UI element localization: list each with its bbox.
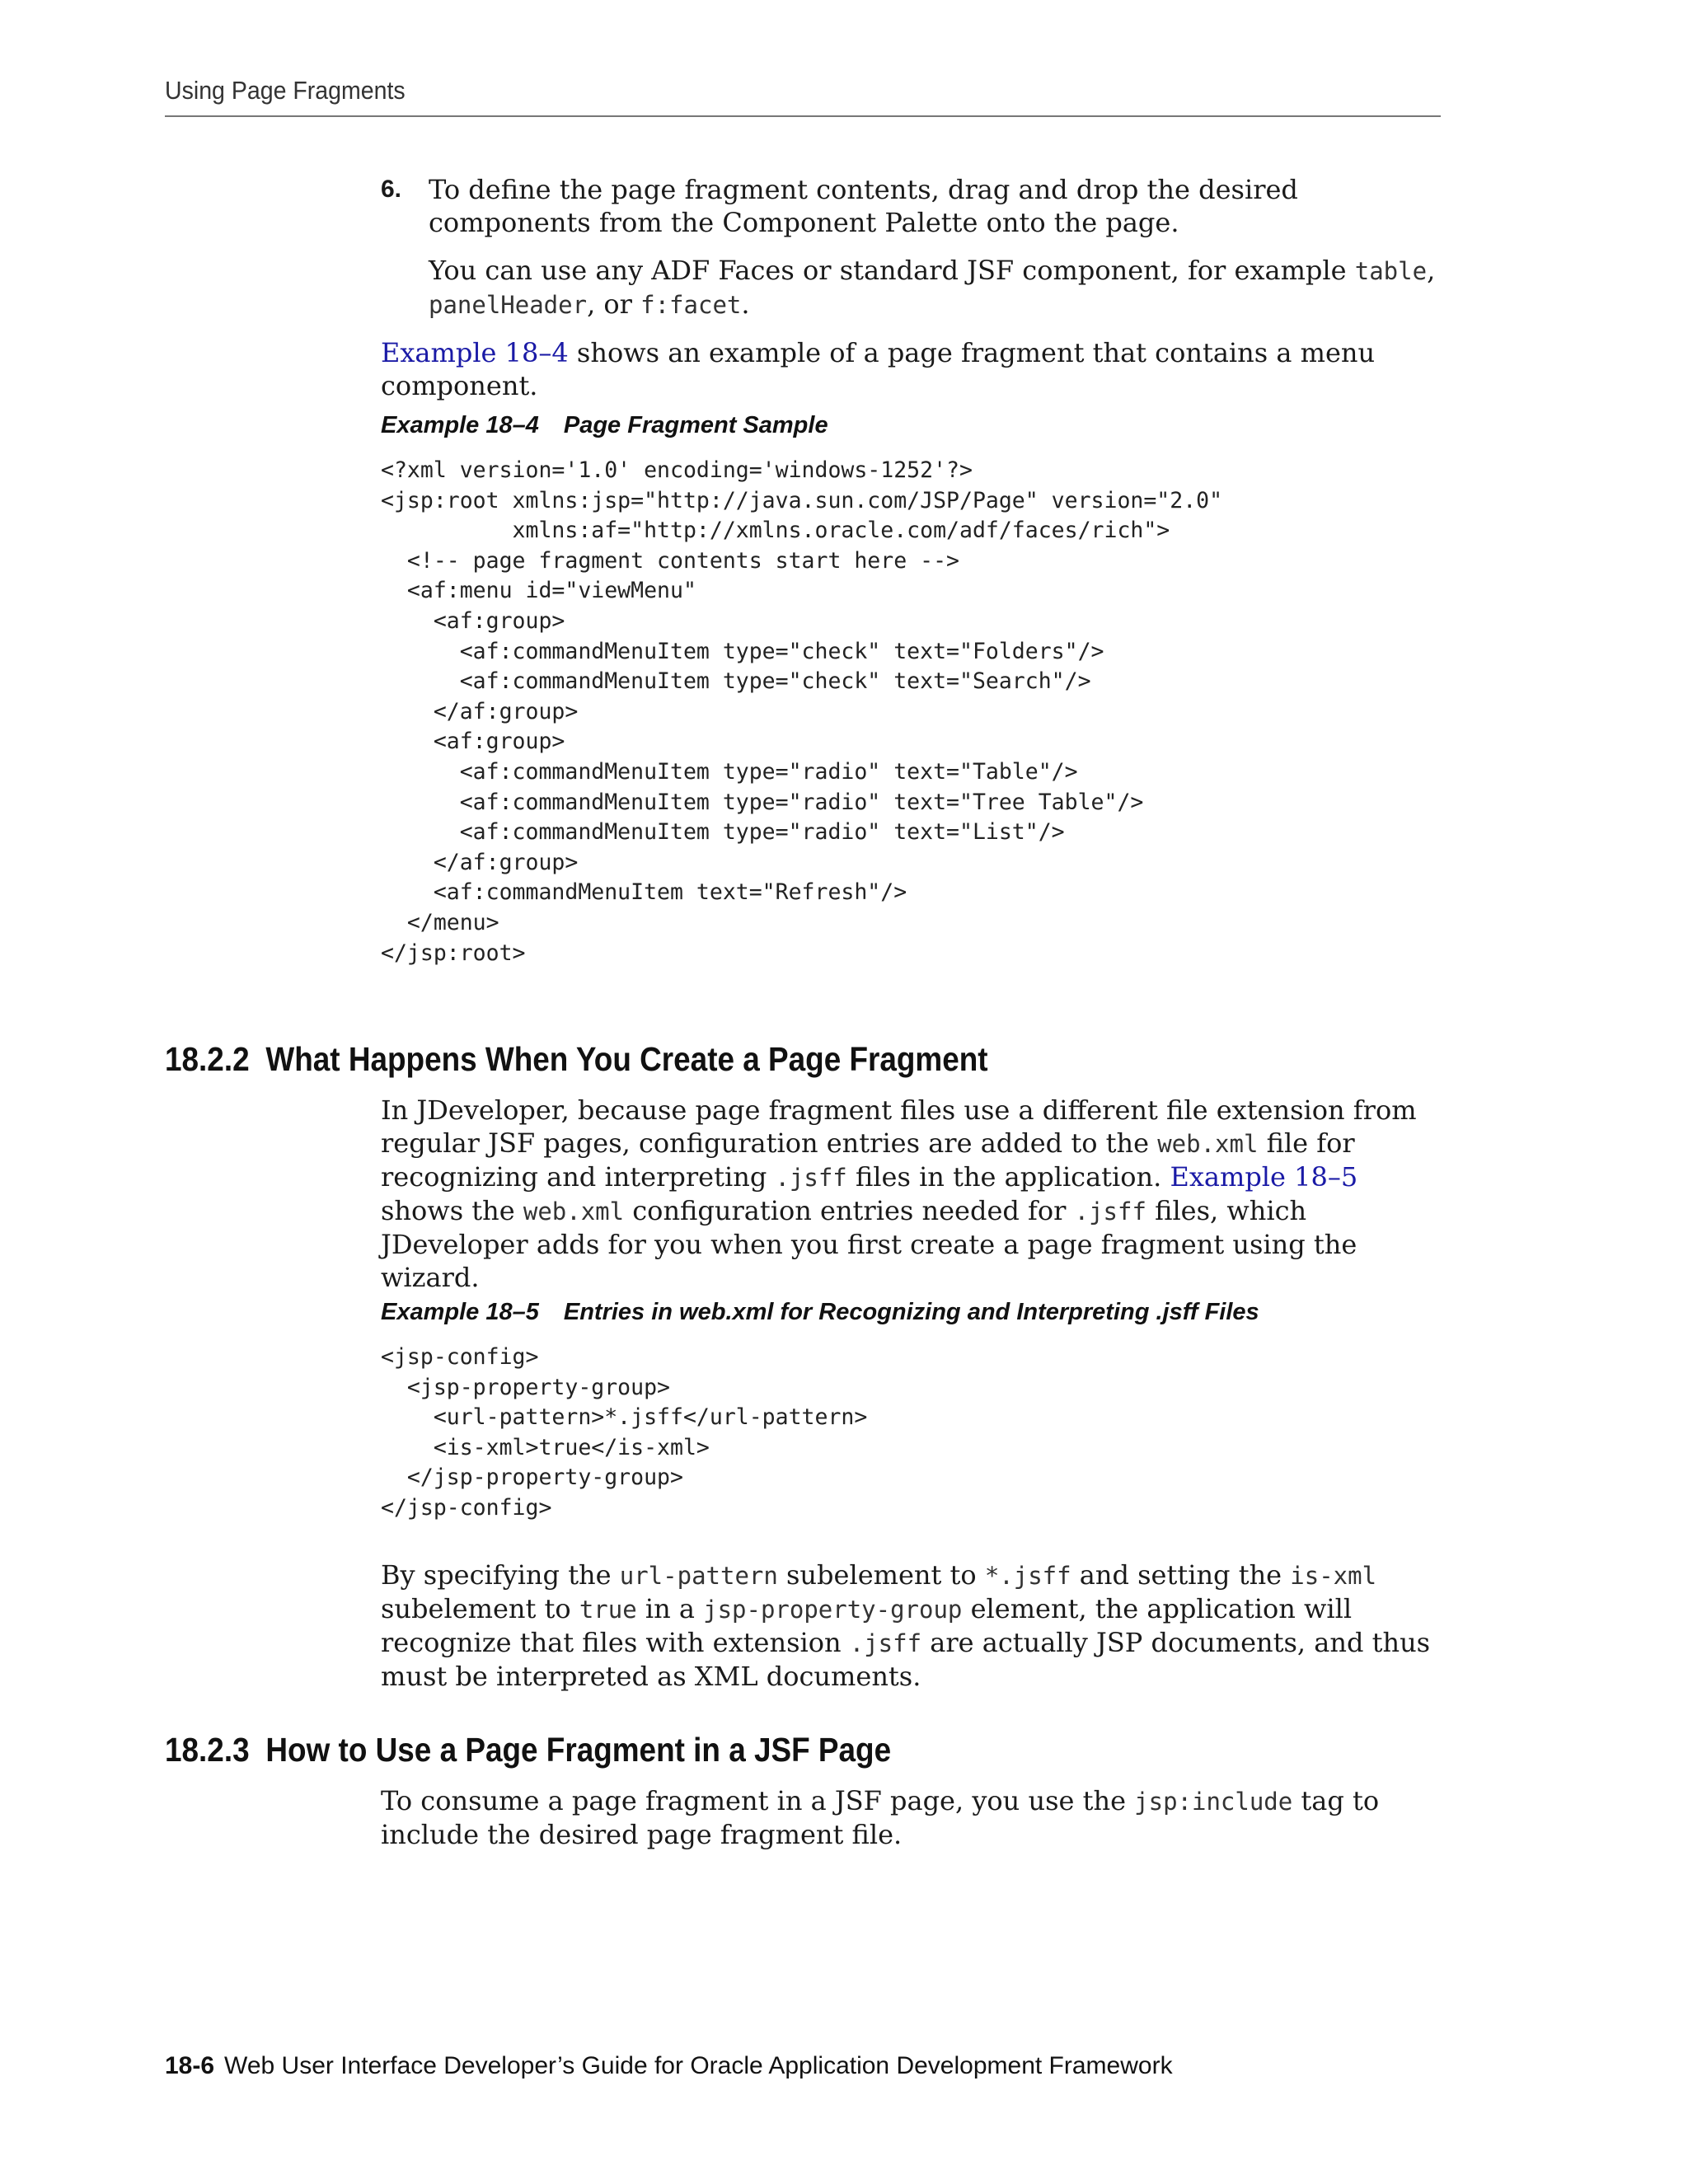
code-listing-18-5: <jsp-config> <jsp-property-group> <url-pattern>*.jsff</url-pattern> <is-xml>true</is-xml> </jsp-property-group> </jsp-config> — [381, 1344, 868, 1521]
header-rule — [165, 115, 1441, 117]
code-table: table — [1354, 257, 1428, 285]
text-run: subelement to — [777, 1559, 985, 1591]
code-url-pattern: url-pattern — [619, 1562, 778, 1590]
section-number: 18.2.2 — [165, 1040, 250, 1078]
code-jsff-pattern: *.jsff — [984, 1562, 1071, 1590]
section-222-paragraph — [381, 1094, 1444, 1294]
example-caption: Page Fragment Sample — [563, 412, 828, 438]
section-title: How to Use a Page Fragment in a JSF Page — [265, 1731, 892, 1769]
code-jsff: .jsff — [849, 1629, 922, 1657]
section-title: What Happens When You Create a Page Fragment — [265, 1040, 988, 1078]
text-run: in a — [636, 1593, 704, 1624]
step-sub-prefix: You can use any ADF Faces or standard JSF component, for example — [429, 255, 1355, 286]
intro-text: shows an example of a page fragment that contains a menu component. — [381, 337, 1376, 401]
code-listing-18-4: <?xml version='1.0' encoding='windows-1252'?> <jsp:root xmlns:jsp="http://java.sun.com/JSP/Page" version="2.0" xmlns:af="http://xmlns.oracle.com/adf/faces/rich"> <!-- page fragment contents start here --> <af:menu id="viewMenu" <af:group> <af:commandMenuItem type="check" text="Folders"/> <af:commandMenuItem type="check" text="Search"/> </af:group> <af:group> <af:commandMenuItem type="radio" text="Table"/> <af:commandMenuItem type="radio" text="Tree Table"/> <af:commandMenuItem type="radio" text="List"/> </af:group> <af:commandMenuItem text="Refresh"/> </menu> </jsp:root> — [381, 457, 1223, 966]
text-run: files, which JDeveloper adds for you when you first create a page fragment using the wizard. — [381, 1195, 1357, 1293]
step-sub-sep2: , or — [587, 288, 641, 320]
example-number: Example 18–4 — [381, 412, 539, 438]
code-jsff: .jsff — [1074, 1197, 1146, 1226]
code-jsp-property-group: jsp-property-group — [703, 1596, 963, 1624]
section-heading-18-2-2 — [165, 1040, 988, 1079]
code-web-xml: web.xml — [523, 1197, 625, 1226]
page-footer — [165, 2052, 1173, 2080]
section-heading-18-2-3 — [165, 1731, 891, 1769]
text-run: and setting the — [1071, 1559, 1291, 1591]
text-run: subelement to — [381, 1593, 579, 1624]
text-run: are actually JSP documents, and thus must be interpreted as XML documents. — [381, 1627, 1431, 1692]
after-example-paragraph — [381, 1558, 1444, 1693]
code-jsp-include: jsp:include — [1134, 1788, 1293, 1816]
step-body — [429, 173, 1442, 321]
intro-paragraph — [381, 336, 1444, 402]
text-run: To consume a page fragment in a JSF page, you use the — [381, 1785, 1135, 1816]
example-18-5-link[interactable]: Example 18–5 — [1170, 1161, 1358, 1193]
running-header-title: Using Page Fragments — [165, 76, 406, 105]
code-jsff: .jsff — [775, 1164, 847, 1192]
example-caption: Entries in web.xml for Recognizing and Interpreting .jsff Files — [563, 1299, 1259, 1325]
code-facet: f:facet — [640, 291, 742, 319]
code-panelheader: panelHeader — [429, 291, 588, 319]
text-run: files in the application. — [846, 1161, 1170, 1193]
text-run: configuration entries needed for — [624, 1195, 1075, 1226]
example-18-5-title — [381, 1299, 1259, 1326]
text-run: tag to include the desired page fragment file. — [381, 1785, 1380, 1850]
code-true: true — [579, 1596, 637, 1624]
example-number: Example 18–5 — [381, 1299, 539, 1325]
step-text: To define the page fragment contents, drag and drop the desired components from the Component Palette onto the page. — [429, 174, 1298, 238]
book-title: Web User Interface Developer’s Guide for Oracle Application Development Framework — [224, 2052, 1173, 2079]
example-18-4-title — [381, 412, 828, 439]
section-223-paragraph — [381, 1784, 1444, 1851]
section-number: 18.2.3 — [165, 1731, 250, 1769]
page-number: 18-6 — [165, 2052, 215, 2079]
example-18-4-link[interactable]: Example 18–4 — [381, 337, 569, 368]
step-sub-sep1: , — [1427, 255, 1436, 286]
code-is-xml: is-xml — [1290, 1562, 1377, 1590]
text-run: shows the — [381, 1195, 523, 1226]
text-run: In JDeveloper, because page fragment files use a different file extension from regular JSF pages, configuration entries are added to the — [381, 1094, 1417, 1159]
code-web-xml: web.xml — [1157, 1130, 1259, 1158]
text-run: element, the application will recognize that files with extension — [381, 1593, 1353, 1658]
text-run: By specifying the — [381, 1559, 620, 1591]
step-subtext — [429, 254, 1442, 321]
step-number: 6. — [381, 176, 402, 203]
text-run: file for recognizing and interpreting — [381, 1127, 1355, 1193]
step-sub-end: . — [741, 288, 750, 320]
